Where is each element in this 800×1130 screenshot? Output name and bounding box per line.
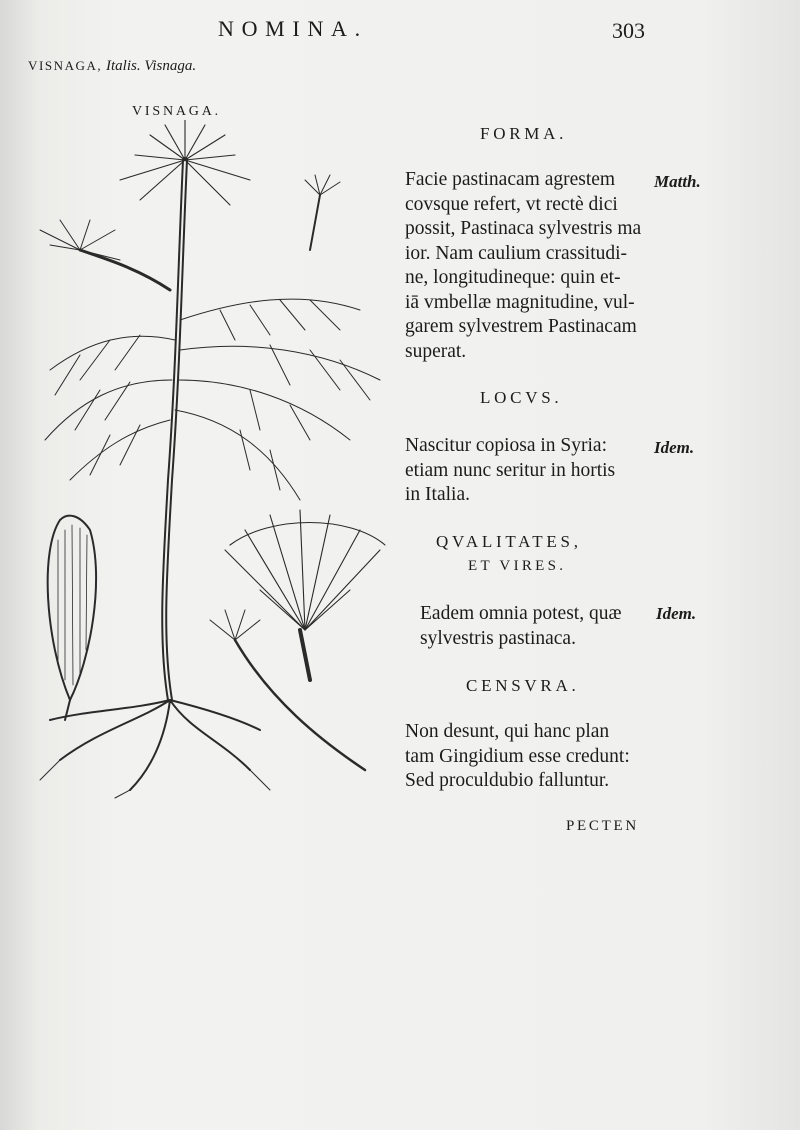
synonym-text: Italis. [102,58,145,74]
paragraph-locus: Nascitur copiosa in Syria: etiam nunc seritur in hortis in Italia. [405,435,616,505]
heading-qualitates: QVALITATES, [436,532,582,551]
paragraph-qualitates: Eadem omnia potest, quæ sylvestris pastinaca. [420,603,622,649]
synonym-name: VISNAGA, [28,58,103,73]
figure-caption: VISNAGA. [132,104,221,119]
heading-et-vires: ET VIRES. [468,558,567,574]
margin-note-idem-1: Idem. [654,438,695,457]
running-title: NOMINA. [218,16,368,41]
synonym-italic: Visnaga. [144,58,197,74]
paragraph-censura: Non desunt, qui hanc plan tam Gingidium esse credunt: Sed proculdubio falluntur. [405,721,630,791]
heading-forma: FORMA. [480,124,568,143]
paragraph-forma: Facie pastinacam agrestem covsque refert, vt rectè dici possit, Pastinaca sylvestris ma ior. Nam caulium crassitudi- ne, longitudineque: quin et- iā vmbellæ magnitudine, vul- garem sylvestrem Pastinacam superat. [405,169,642,362]
page-number: 303 [612,18,645,43]
heading-censura: CENSVRA. [466,676,580,695]
catchword: PECTEN [566,818,639,834]
synonym-line [28,58,196,75]
heading-locus: LOCVS. [480,388,563,407]
margin-note-idem-2: Idem. [656,604,697,623]
margin-note-matth: Matth. [654,172,701,191]
plant-woodcut-illustration [20,120,390,800]
